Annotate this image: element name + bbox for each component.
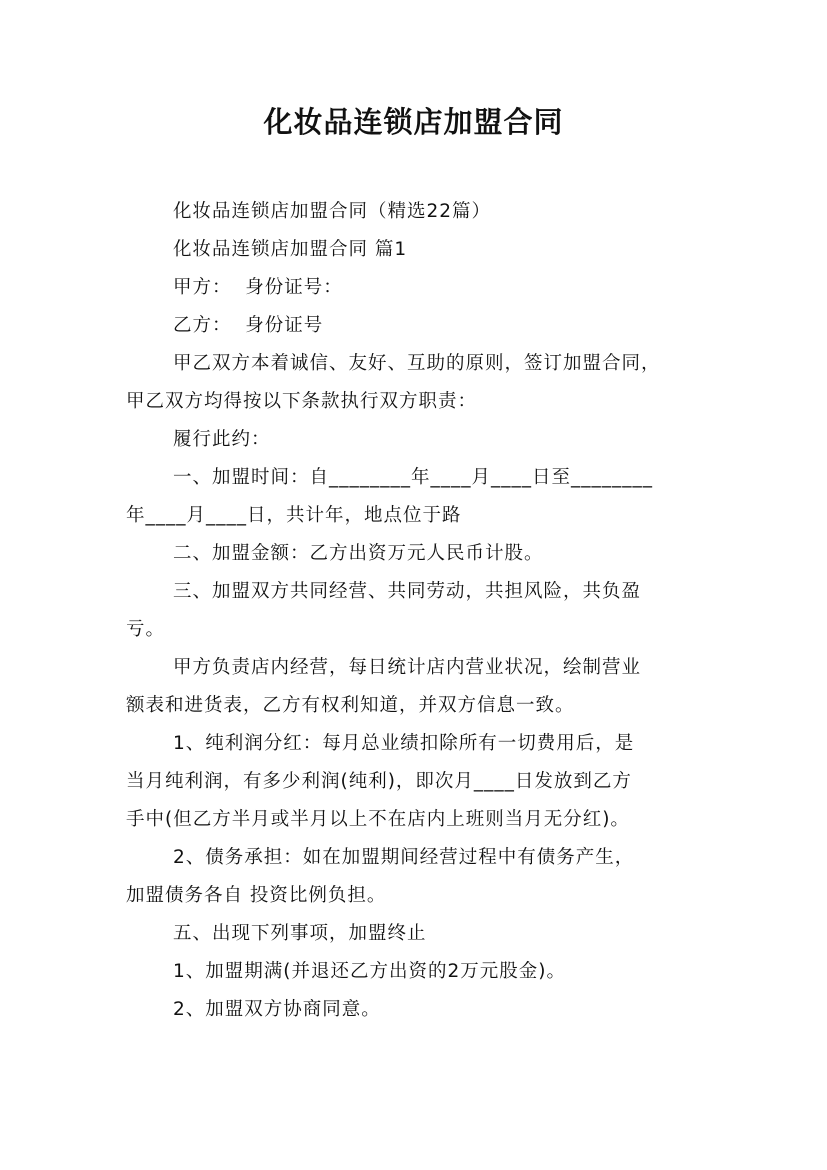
paragraph-line: 手中(但乙方半月或半月以上不在店内上班则当月无分红)。 xyxy=(126,809,630,830)
paragraph-line: 甲乙双方均得按以下条款执行双方职责： xyxy=(126,391,478,412)
paragraph-line: 五、出现下列事项，加盟终止 xyxy=(173,923,427,944)
paragraph-line: 甲方： 身份证号： xyxy=(173,277,343,298)
paragraph-line: 化妆品连锁店加盟合同（精选22篇） xyxy=(173,201,492,222)
paragraph-line: 额表和进货表，乙方有权利知道，并双方信息一致。 xyxy=(126,695,575,716)
paragraph-line: 加盟债务各自 投资比例负担。 xyxy=(126,885,387,906)
paragraph-line: 1、纯利润分红：每月总业绩扣除所有一切费用后，是 xyxy=(173,733,635,754)
document-title: 化妆品连锁店加盟合同 xyxy=(263,105,564,139)
paragraph-line: 一、加盟时间：自________年____月____日至________ xyxy=(173,467,654,488)
paragraph-line: 2、加盟双方协商同意。 xyxy=(173,999,381,1020)
document-body xyxy=(126,193,706,1029)
paragraph-line: 当月纯利润，有多少利润(纯利)，即次月____日发放到乙方 xyxy=(126,771,632,792)
paragraph-line: 亏。 xyxy=(126,619,166,640)
paragraph-line: 2、债务承担：如在加盟期间经营过程中有债务产生， xyxy=(173,847,635,868)
paragraph-line: 化妆品连锁店加盟合同 篇1 xyxy=(173,239,408,260)
paragraph-line: 乙方： 身份证号 xyxy=(173,315,324,336)
paragraph-line: 履行此约： xyxy=(173,429,271,450)
paragraph-line: 年____月____日，共计年，地点位于路 xyxy=(126,505,462,526)
paragraph-line: 二、加盟金额：乙方出资万元人民币计股。 xyxy=(173,543,544,564)
paragraph-line: 1、加盟期满(并退还乙方出资的2万元股金)。 xyxy=(173,961,566,982)
paragraph-line: 甲乙双方本着诚信、友好、互助的原则，签订加盟合同， xyxy=(173,353,661,374)
paragraph-line: 甲方负责店内经营，每日统计店内营业状况，绘制营业 xyxy=(173,657,642,678)
paragraph-line: 三、加盟双方共同经营、共同劳动，共担风险，共负盈 xyxy=(173,581,642,602)
